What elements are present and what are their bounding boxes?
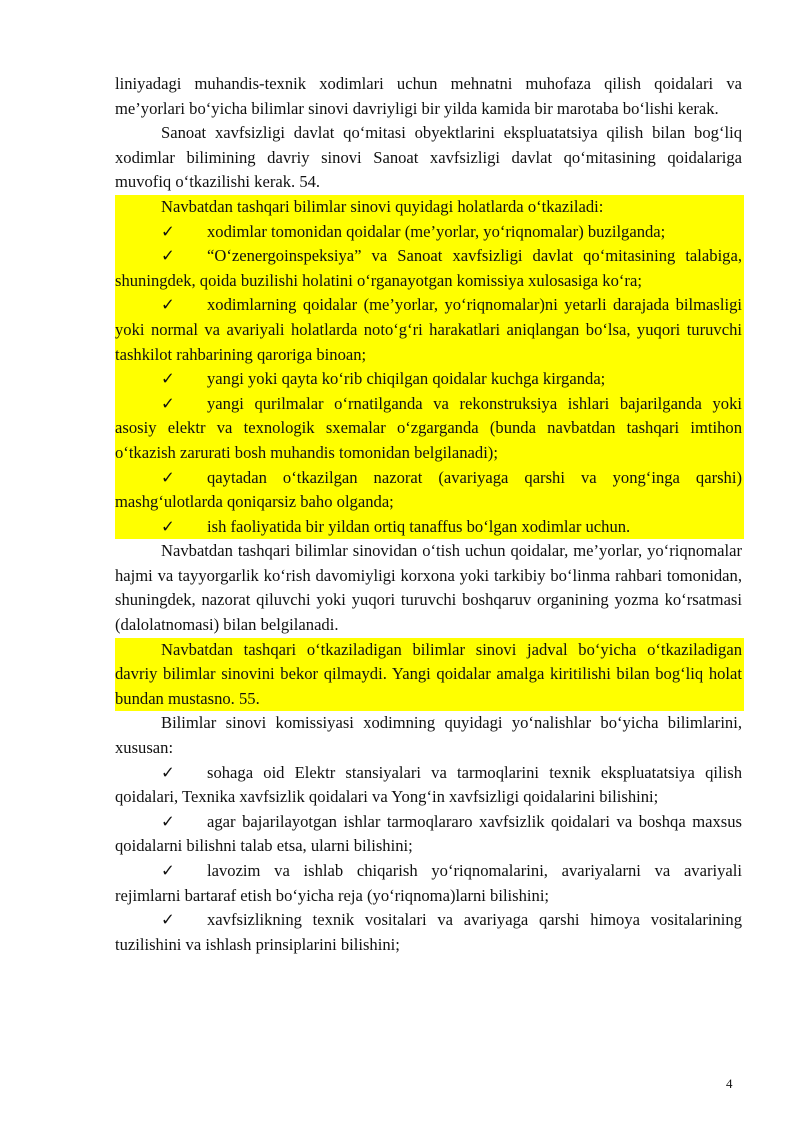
checklist-item-text: xodimlar tomonidan qoidalar (me’yorlar, yo‘riqnomalar) buzilganda; [207, 221, 666, 241]
checkmark-icon: ✓ [161, 861, 175, 880]
checkmark-icon: ✓ [161, 246, 175, 266]
checklist-item-text: agar bajarilayotgan ishlar tarmoqlararo xavfsizlik qoidalari va boshqa maxsus qoidalarni bilishni talab etsa, ularni bilishini; [115, 811, 742, 856]
paragraph: Bilimlar sinovi komissiyasi xodimning quyidagi yo‘nalishlar bo‘yicha bilimlarini, xususan: [115, 713, 742, 758]
checklist-item [115, 908, 742, 957]
checklist-item [115, 859, 742, 908]
checklist-item [115, 392, 744, 466]
checkmark-icon: ✓ [161, 516, 175, 536]
checklist-item [115, 293, 744, 367]
highlighted-paragraph: Navbatdan tashqari bilimlar sinovi quyidagi holatlarda o‘tkaziladi: [115, 195, 744, 220]
highlighted-paragraph: Navbatdan tashqari o‘tkaziladigan bilimlar sinovi jadval bo‘yicha o‘tkaziladigan davriy bilimlar sinovini bekor qilmaydi. Yangi qoidalar amalga kiritilishi bilan bog‘liq holat bundan mustasno. 55. [115, 638, 744, 712]
page-content [115, 72, 742, 957]
checklist-item [115, 220, 744, 245]
checklist-item-text: “O‘zenergoinspeksiya” va Sanoat xavfsizligi davlat qo‘mitasining talabiga, shuningdek, qoida buzilishi holatini o‘rganayotgan komissiya xulosasiga ko‘ra; [115, 246, 742, 290]
checklist-item [115, 244, 744, 293]
checklist-item-text: ish faoliyatida bir yildan ortiq tanaffus bo‘lgan xodimlar uchun. [207, 516, 631, 536]
checklist-item [115, 367, 744, 392]
checklist-item [115, 810, 742, 859]
checkmark-icon: ✓ [161, 762, 175, 782]
checklist-item [115, 466, 744, 515]
page-number: 4 [726, 1076, 733, 1091]
checklist-item-text: lavozim va ishlab chiqarish yo‘riqnomalarini, avariyalarni va avariyali rejimlarni bartaraf etish bo‘yicha reja (yo‘riqnoma)larni bilishini; [115, 861, 742, 905]
checklist-item-text: qaytadan o‘tkazilgan nazorat (avariyaga qarshi va yong‘inga qarshi) mashg‘ulotlarda qoniqarsiz baho olganda; [115, 467, 742, 512]
checkmark-icon: ✓ [161, 467, 175, 487]
checklist-item-text: xavfsizlikning texnik vositalari va avariyaga qarshi himoya vositalarining tuzilishini va ishlash prinsiplarini bilishini; [115, 910, 742, 954]
checkmark-icon: ✓ [161, 369, 175, 389]
checklist-item [115, 515, 744, 540]
paragraph: liniyadagi muhandis-texnik xodimlari uchun mehnatni muhofaza qilish qoidalari va me’yorlari bo‘yicha bilimlar sinovi davriyligi bir yilda kamida bir marotaba bo‘lishi kerak. [115, 74, 742, 118]
checklist-item-text: xodimlarning qoidalar (me’yorlar, yo‘riqnomalar)ni yetarli darajada bilmasligi yoki normal va avariyali holatlarda noto‘g‘ri harakatlari aniqlangan bo‘lsa, yuqori turuvchi tashkilot rahbarining qaroriga binoan; [115, 295, 742, 364]
checkmark-icon: ✓ [161, 811, 175, 831]
checklist-item [115, 761, 742, 810]
checkmark-icon: ✓ [161, 910, 175, 930]
checklist-item-text: yangi qurilmalar o‘rnatilganda va rekonstruksiya ishlari bajarilganda yoki asosiy elektr va texnologik sxemalar o‘zgarganda (bunda navbatdan tashqari imtihon o‘tkazish zarurati bosh muhandis tomonidan belgilanadi); [115, 393, 742, 462]
paragraph: Navbatdan tashqari bilimlar sinovidan o‘tish uchun qoidalar, me’yorlar, yo‘riqnomalar hajmi va tayyorgarlik ko‘rish davomiyligi korxona yoki tarkibiy bo‘linma rahbari tomonidan, shuningdek, nazorat qiluvchi yoki yuqori turuvchi boshqaruv organining yozma ko‘rsatmasi (dalolatnomasi) bilan belgilanadi. [115, 541, 742, 635]
checklist-item-text: sohaga oid Elektr stansiyalari va tarmoqlarini texnik ekspluatatsiya qilish qoidalari, Texnika xavfsizlik qoidalari va Yong‘in xavfsizligi qoidalarini bilishini; [115, 762, 742, 807]
paragraph: Sanoat xavfsizligi davlat qo‘mitasi obyektlarini ekspluatatsiya qilish bilan bog‘liq xodimlar bilimining davriy sinovi Sanoat xavfsizligi davlat qo‘mitasining qoidalariga muvofiq o‘tkazilishi kerak. 54. [115, 123, 742, 192]
checklist-item-text: yangi yoki qayta ko‘rib chiqilgan qoidalar kuchga kirganda; [207, 369, 606, 389]
checkmark-icon: ✓ [161, 295, 175, 315]
checkmark-icon: ✓ [161, 393, 175, 413]
checkmark-icon: ✓ [161, 221, 175, 241]
